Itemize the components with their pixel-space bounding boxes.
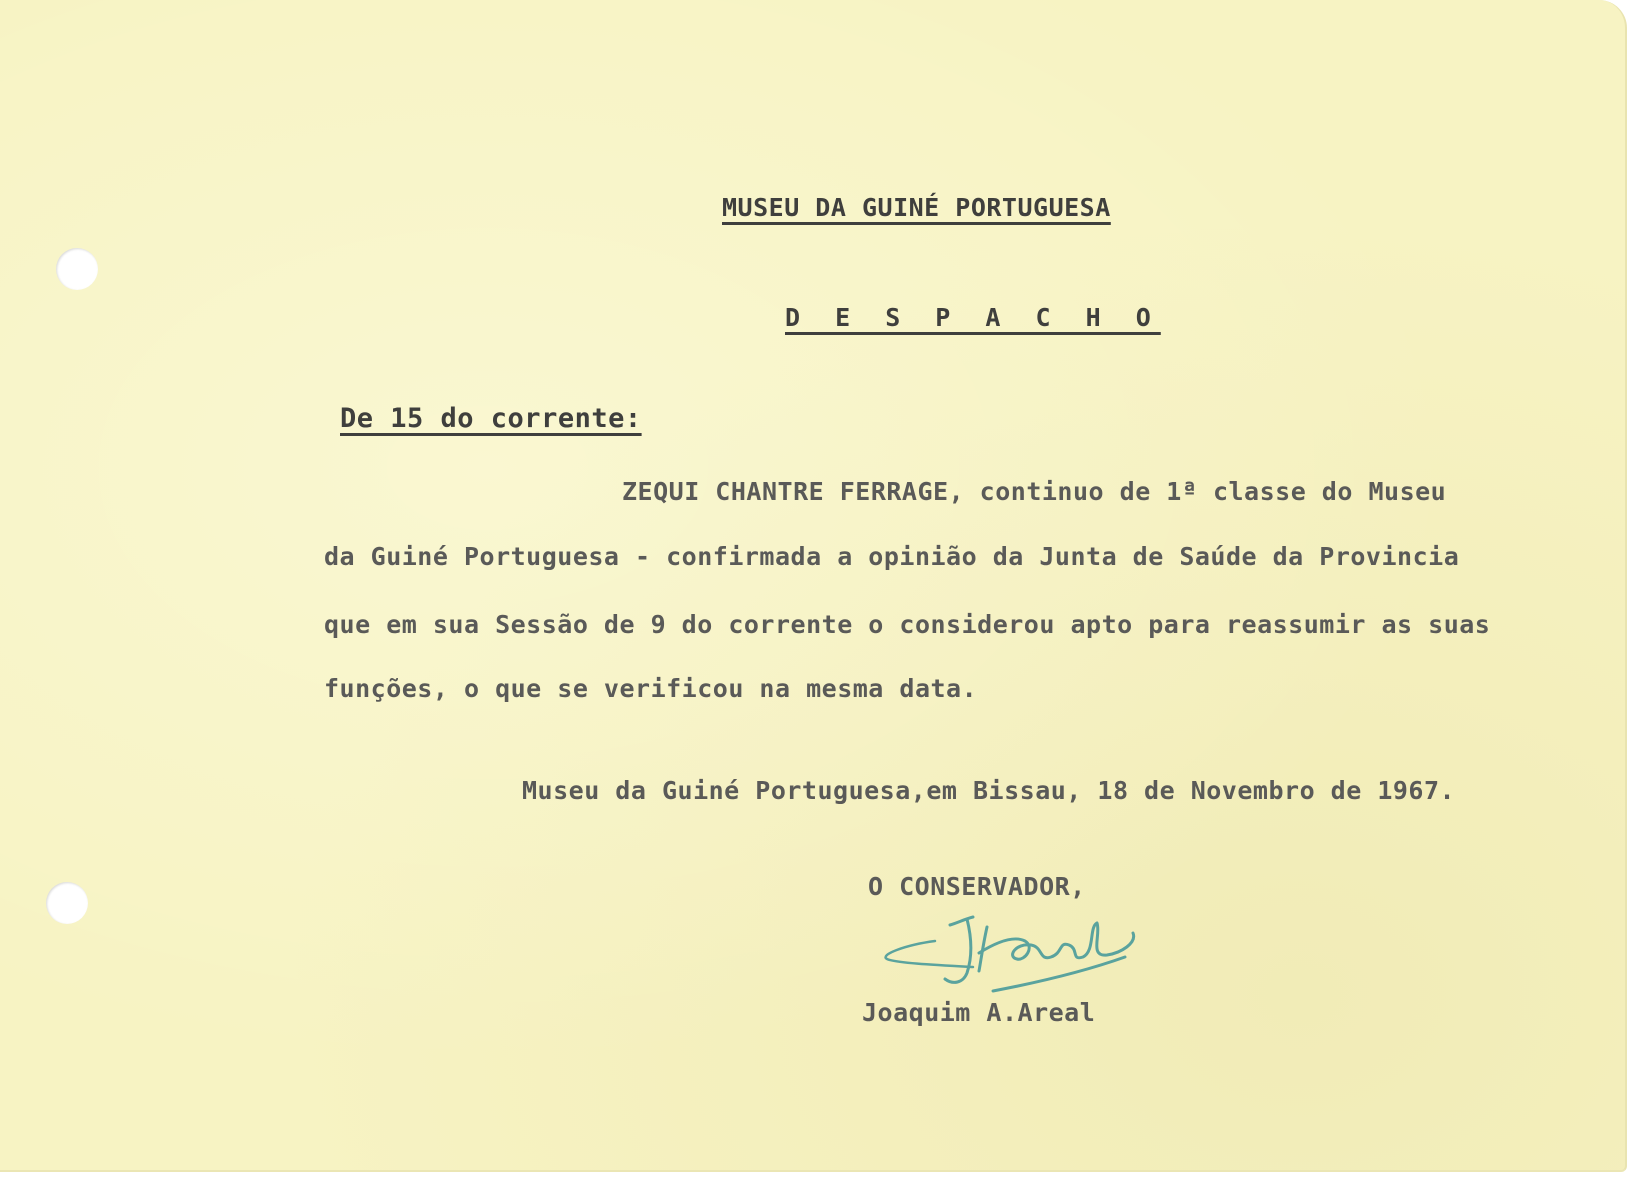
punch-hole-bottom (46, 882, 88, 924)
body-line: da Guiné Portuguesa - confirmada a opinião da Junta de Saúde da Provincia (324, 542, 1460, 571)
signatory-name: Joaquim A.Areal (862, 998, 1096, 1027)
institution-title: MUSEU DA GUINÉ PORTUGUESA (722, 193, 1111, 222)
punch-hole-top (56, 248, 98, 290)
body-line: ZEQUI CHANTRE FERRAGE, continuo de 1ª classe do Museu (622, 477, 1447, 506)
body-line: que em sua Sessão de 9 do corrente o considerou apto para reassumir as suas (324, 610, 1491, 639)
date-reference: De 15 do corrente: (340, 403, 642, 434)
signatory-title: O CONSERVADOR, (868, 872, 1086, 901)
place-and-date: Museu da Guiné Portuguesa,em Bissau, 18 de Novembro de 1967. (522, 776, 1456, 805)
document-heading: D E S P A C H O (785, 303, 1161, 332)
body-line: funções, o que se verificou na mesma data. (324, 674, 978, 703)
handwritten-signature (875, 905, 1155, 1005)
